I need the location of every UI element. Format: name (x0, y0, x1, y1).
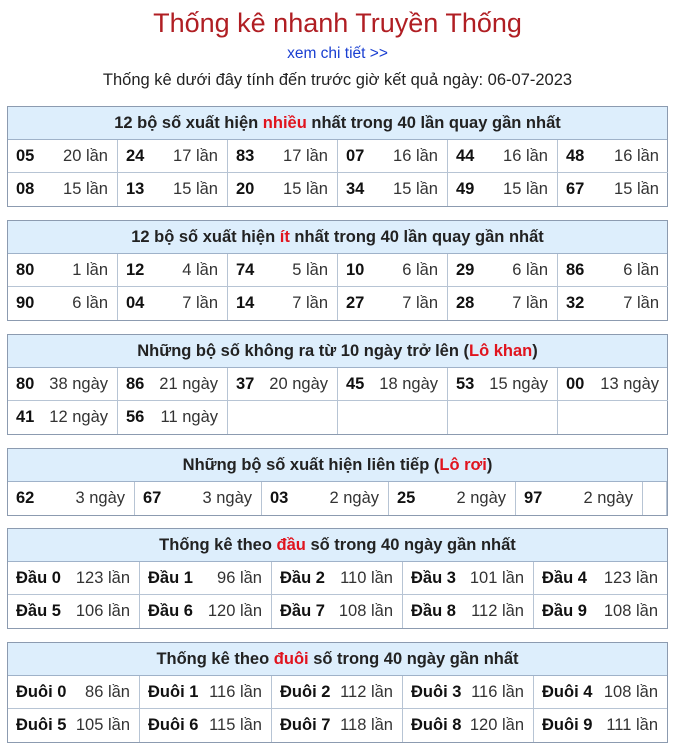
stat-count: 13 ngày (600, 375, 659, 393)
stat-cell (448, 287, 558, 320)
duoi-stats-block (7, 642, 668, 743)
stat-number: 07 (346, 147, 365, 165)
stat-count: 123 lần (603, 569, 658, 587)
stat-count: 106 lần (75, 602, 130, 620)
stat-number: Đuôi 3 (411, 683, 462, 701)
date-note: Thống kê dưới đây tính đến trước giờ kết quả ngày: 06-07-2023 (102, 71, 573, 89)
stat-cell (8, 368, 118, 401)
stat-cell (558, 254, 668, 287)
dau-stats-block (7, 528, 668, 629)
lo-khan-block (7, 334, 668, 435)
heading-highlight: nhiều (262, 114, 307, 132)
stat-cell (558, 140, 668, 173)
stat-count: 6 lần (72, 294, 108, 312)
dau-stats-grid (8, 562, 667, 628)
stat-number: 32 (566, 294, 585, 312)
heading-text: số trong 40 ngày gần nhất (305, 536, 516, 554)
stat-number: 24 (126, 147, 145, 165)
stat-number: 45 (346, 375, 365, 393)
stat-count: 3 ngày (202, 489, 252, 507)
most-frequent-grid (8, 140, 667, 206)
stat-count: 111 lần (606, 716, 658, 734)
stat-cell (389, 482, 516, 515)
stat-cell (228, 287, 338, 320)
stat-number: 08 (16, 180, 35, 198)
stat-number: 67 (143, 489, 162, 507)
heading-highlight: đuôi (273, 650, 309, 668)
heading-text: 12 bộ số xuất hiện (131, 228, 280, 246)
stat-number: 56 (126, 408, 145, 426)
stat-count: 7 lần (512, 294, 548, 312)
heading-text: Thống kê theo (156, 650, 274, 668)
stat-count: 17 lần (283, 147, 328, 165)
stat-count: 18 ngày (379, 375, 438, 393)
stat-cell (140, 562, 272, 595)
stat-cell (338, 401, 448, 434)
stat-number: 49 (456, 180, 475, 198)
stat-cell (118, 401, 228, 434)
stat-cell (338, 140, 448, 173)
stat-cell (118, 173, 228, 206)
stat-cell (228, 368, 338, 401)
heading-text: 12 bộ số xuất hiện (114, 114, 263, 132)
stat-count: 5 lần (292, 261, 328, 279)
stat-count: 15 ngày (489, 375, 548, 393)
stat-cell (448, 140, 558, 173)
lo-roi-grid (8, 482, 667, 515)
stat-cell (272, 595, 403, 628)
least-frequent-block (7, 220, 668, 321)
stat-number: Đầu 5 (16, 602, 61, 620)
stat-cell (228, 401, 338, 434)
stat-number: 12 (126, 261, 145, 279)
stat-cell (558, 368, 668, 401)
heading-text: Những bộ số không ra từ 10 ngày trở lên ( (137, 342, 469, 360)
stat-count: 16 lần (393, 147, 438, 165)
stat-count: 12 ngày (49, 408, 108, 426)
stat-cell (135, 482, 262, 515)
stat-number: 28 (456, 294, 475, 312)
stat-count: 123 lần (75, 569, 130, 587)
stat-count: 2 ngày (329, 489, 379, 507)
stat-number: 00 (566, 375, 585, 393)
stat-count: 2 ngày (456, 489, 506, 507)
stat-count: 20 ngày (269, 375, 328, 393)
stat-count: 110 lần (340, 569, 393, 587)
stat-cell (8, 401, 118, 434)
stat-count: 38 ngày (49, 375, 108, 393)
stat-cell (272, 562, 403, 595)
stat-number: Đầu 9 (542, 602, 587, 620)
heading-text: ) (532, 342, 538, 360)
stat-number: Đầu 6 (148, 602, 193, 620)
stat-number: 03 (270, 489, 289, 507)
stat-number: 97 (524, 489, 543, 507)
stat-cell (403, 562, 534, 595)
stat-count: 6 lần (402, 261, 438, 279)
stat-count: 112 lần (340, 683, 393, 701)
heading-text: nhất trong 40 lần quay gần nhất (289, 228, 544, 246)
stat-cell (140, 595, 272, 628)
stat-cell (448, 254, 558, 287)
stat-number: Đầu 1 (148, 569, 193, 587)
stat-number: Đầu 2 (280, 569, 325, 587)
stat-cell (140, 709, 272, 742)
least-frequent-heading (8, 221, 667, 254)
stat-cell (272, 676, 403, 709)
heading-text: Những bộ số xuất hiện liên tiếp ( (182, 456, 440, 474)
stat-cell (8, 595, 140, 628)
stat-count: 15 lần (173, 180, 218, 198)
stat-number: Đuôi 5 (16, 716, 67, 734)
stat-count: 7 lần (292, 294, 328, 312)
stat-cell (118, 287, 228, 320)
least-frequent-grid (8, 254, 667, 320)
stat-number: 83 (236, 147, 255, 165)
stat-cell (338, 254, 448, 287)
stat-cell (516, 482, 643, 515)
stat-number: 41 (16, 408, 35, 426)
stat-cell (228, 254, 338, 287)
stat-cell (8, 173, 118, 206)
heading-highlight: Lô rơi (439, 456, 487, 474)
stat-count: 7 lần (182, 294, 218, 312)
stat-number: 37 (236, 375, 255, 393)
lo-roi-heading (8, 449, 667, 482)
stat-number: 80 (16, 261, 35, 279)
stat-cell (448, 368, 558, 401)
stat-count: 105 lần (75, 716, 130, 734)
stat-cell (558, 173, 668, 206)
stat-number: Đuôi 0 (16, 683, 67, 701)
stat-number: 67 (566, 180, 585, 198)
stat-count: 96 lần (217, 569, 262, 587)
stat-cell (448, 401, 558, 434)
stat-number: 62 (16, 489, 35, 507)
stat-count: 118 lần (340, 716, 393, 734)
duoi-stats-grid (8, 676, 667, 742)
detail-link[interactable]: xem chi tiết >> (287, 45, 388, 62)
stat-cell (403, 595, 534, 628)
stat-cell (558, 287, 668, 320)
stat-cell (534, 562, 667, 595)
stat-cell (8, 709, 140, 742)
stat-cell (534, 709, 667, 742)
stat-number: Đuôi 4 (542, 683, 593, 701)
stat-count: 17 lần (173, 147, 218, 165)
stat-count: 2 ngày (583, 489, 633, 507)
most-frequent-heading (8, 107, 667, 140)
page-title: Thống kê nhanh Truyền Thống (153, 8, 522, 38)
stat-cell (140, 676, 272, 709)
lo-roi-block (7, 448, 668, 516)
heading-highlight: Lô khan (468, 342, 533, 360)
stat-count: 15 lần (63, 180, 108, 198)
stat-number: 90 (16, 294, 35, 312)
most-frequent-block (7, 106, 668, 207)
stat-number: 86 (126, 375, 145, 393)
stat-count: 7 lần (623, 294, 659, 312)
stat-cell (228, 140, 338, 173)
stat-number: Đầu 0 (16, 569, 61, 587)
stat-number: Đầu 4 (542, 569, 587, 587)
stat-number: 29 (456, 261, 475, 279)
lo-khan-heading (8, 335, 667, 368)
stat-count: 16 lần (614, 147, 659, 165)
stat-number: 34 (346, 180, 365, 198)
detail-link-row (0, 44, 675, 64)
stat-count: 108 lần (603, 683, 658, 701)
stat-cell (8, 140, 118, 173)
stat-number: 44 (456, 147, 475, 165)
stat-count: 112 lần (471, 602, 524, 620)
heading-highlight: ít (279, 228, 290, 246)
heading-text: ) (486, 456, 493, 474)
stat-cell (8, 287, 118, 320)
stat-cell (8, 676, 140, 709)
stat-count: 16 lần (503, 147, 548, 165)
stat-count: 116 lần (471, 683, 524, 701)
stat-count: 6 lần (512, 261, 548, 279)
stat-number: 10 (346, 261, 365, 279)
stat-number: 14 (236, 294, 255, 312)
stat-count: 108 lần (338, 602, 393, 620)
stat-count: 20 lần (63, 147, 108, 165)
stat-count: 21 ngày (159, 375, 218, 393)
stat-cell (338, 287, 448, 320)
stat-number: Đuôi 8 (411, 716, 462, 734)
stat-count: 6 lần (623, 261, 659, 279)
stat-number: Đầu 8 (411, 602, 456, 620)
stat-number: 20 (236, 180, 255, 198)
stat-cell (534, 595, 667, 628)
stat-cell (448, 173, 558, 206)
stat-cell (558, 401, 668, 434)
stat-cell (403, 676, 534, 709)
stat-number: Đuôi 2 (280, 683, 331, 701)
stat-number: 05 (16, 147, 35, 165)
stat-cell (262, 482, 389, 515)
stat-cell (534, 676, 667, 709)
stat-count: 1 lần (72, 261, 108, 279)
stat-cell (118, 368, 228, 401)
stat-number: 80 (16, 375, 35, 393)
stat-count: 116 lần (209, 683, 262, 701)
stat-number: Đầu 3 (411, 569, 456, 587)
stat-number: 27 (346, 294, 365, 312)
stat-cell (338, 368, 448, 401)
stat-count: 108 lần (603, 602, 658, 620)
stat-count: 120 lần (207, 602, 262, 620)
stat-number: Đuôi 9 (542, 716, 593, 734)
lo-khan-grid (8, 368, 667, 434)
stat-number: Đuôi 6 (148, 716, 199, 734)
stat-cell (403, 709, 534, 742)
stat-number: 04 (126, 294, 145, 312)
stat-count: 15 lần (614, 180, 659, 198)
stat-cell (8, 254, 118, 287)
stat-number: Đuôi 1 (148, 683, 199, 701)
stat-count: 15 lần (503, 180, 548, 198)
stat-count: 3 ngày (75, 489, 125, 507)
stat-number: 13 (126, 180, 145, 198)
stat-number: 53 (456, 375, 475, 393)
stat-cell (272, 709, 403, 742)
heading-text: số trong 40 ngày gần nhất (308, 650, 519, 668)
duoi-stats-heading (8, 643, 667, 676)
stat-cell (118, 140, 228, 173)
dau-stats-heading (8, 529, 667, 562)
stat-number: 48 (566, 147, 585, 165)
stat-number: Đuôi 7 (280, 716, 331, 734)
stat-count: 101 lần (469, 569, 524, 587)
stat-cell (643, 482, 667, 515)
stat-cell (8, 482, 135, 515)
stat-count: 7 lần (402, 294, 438, 312)
stat-number: 74 (236, 261, 255, 279)
stat-count: 115 lần (209, 716, 262, 734)
stat-cell (338, 173, 448, 206)
stat-count: 120 lần (469, 716, 524, 734)
stat-number: 86 (566, 261, 585, 279)
stat-cell (228, 173, 338, 206)
stat-count: 11 ngày (160, 408, 218, 426)
stat-count: 15 lần (393, 180, 438, 198)
heading-text: nhất trong 40 lần quay gần nhất (306, 114, 561, 132)
stat-number: Đầu 7 (280, 602, 325, 620)
stat-cell (8, 562, 140, 595)
heading-highlight: đầu (276, 536, 306, 554)
stat-count: 15 lần (283, 180, 328, 198)
stat-cell (118, 254, 228, 287)
heading-text: Thống kê theo (159, 536, 277, 554)
stat-number: 25 (397, 489, 416, 507)
stat-count: 4 lần (182, 261, 218, 279)
stat-count: 86 lần (85, 683, 130, 701)
